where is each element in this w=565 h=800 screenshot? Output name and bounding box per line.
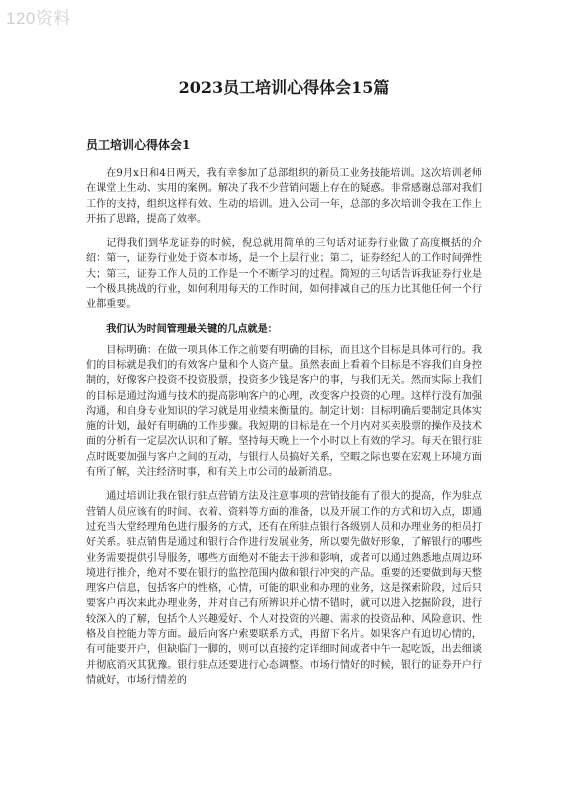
document-body [86,166,482,688]
paragraph-2: 记得我们到华龙证券的时候，倪总就用简单的三句话对证券行业做了高度概括的介绍：第一，证券行业处于资本市场，是一个上层行业；第二，证券经纪人的工作时间弹性大；第三，证券工作人员的工作是一个不断学习的过程。简短的三句话告诉我证券行业是一个极具挑战的行业，如何利用每天的工作时间，如何排减自己的压力比其他任何一个行业都重要。 [86,238,482,311]
document-title: 2023员工培训心得体会15篇 [178,78,390,97]
section-title: 员工培训心得体会1 [86,138,191,152]
paragraph-1: 在9月x日和4日两天，我有幸参加了总部组织的新员工业务技能培训。这次培训老师在课堂上生动、实用的案例。解决了我不少营销问题上存在的疑惑。非常感谢总部对我们工作的支持，组织这样有效、生动的培训。进入公司一年，总部的多次培训令我在工作上开拓了思路，提高了效率。 [86,168,482,225]
paragraph-3: 目标明确：在做一项具体工作之前要有明确的目标，而且这个目标是具体可行的。我们的目标就是我们的有效客户量和个人资产量。虽然表面上看着个目标是不容我们自身控制的，好像客户投资不投资股票，投资多少钱是客户的事，与我们无关。然而实际上我们的目标是通过沟通与技术的提高影响客户的心理，改变客户投资的心理。这样行没有加强沟通，和自身专业知识的学习就是用业绩来衡量的。制定计划：目标明确后要制定具体实施的计划，最好有明确的工作步骤。我短期的目标是在一个月内对买卖股票的操作及技术面的分析有一定层次认识和了解。坚持每天晚上一个小时以上有效的学习。每天在银行驻点时既要加强与客户之间的互动，与银行人员搞好关系，空暇之际也要在宏观上环境方面有所了解，关注经济时事，和有关上市公司的最新消息。 [86,344,482,479]
subheading-time-management: 我们认为时间管理最关键的几点就是： [106,323,278,335]
document-page [86,76,482,686]
paragraph-4: 通过培训让我在银行驻点营销方法及注意事项的营销技能有了很大的提高，作为驻点营销人员应该有的时间、衣着、资料等方面的准备，以及开展工作的方式和切入点，即通过充当大堂经理角色进行服务的方式，还有在所驻点银行各级别人员和办理业务的柜员打好关系。驻点销售是通过和银行合作进行发展业务，所以要先做好形象，了解银行的哪些业务需要提供引导服务，哪些方面绝对不能去干涉和影响，或者可以通过熟悉地点周边环境进行推介，绝对不要在银行的监控范围内做和银行冲突的产品。重要的还要做到每天整理客户信息，包括客户的性格，心情，可能的职业和办理的业务，这是探索阶段，过后只要客户再次来此办理业务，并对自己有所辨识并心情不错时，就可以进入挖掘阶段，进行较深入的了解，包括个人兴趣爱好、个人对投资的兴趣、需求的投资品种、风险意识、性格及自控能力等方面。最后向客户索要联系方式，再留下名片。如果客户有迫切心情的，有可能要开户，但缺临门一脚的，则可以直接约定详细时间或者中午一起吃饭，出去细谈并彻底消灭其犹豫。银行驻点还要进行心态调整。市场行情好的时候，银行的证券开户行情就好，市场行情差的 [86,491,482,686]
watermark: 120资料 [6,9,71,28]
